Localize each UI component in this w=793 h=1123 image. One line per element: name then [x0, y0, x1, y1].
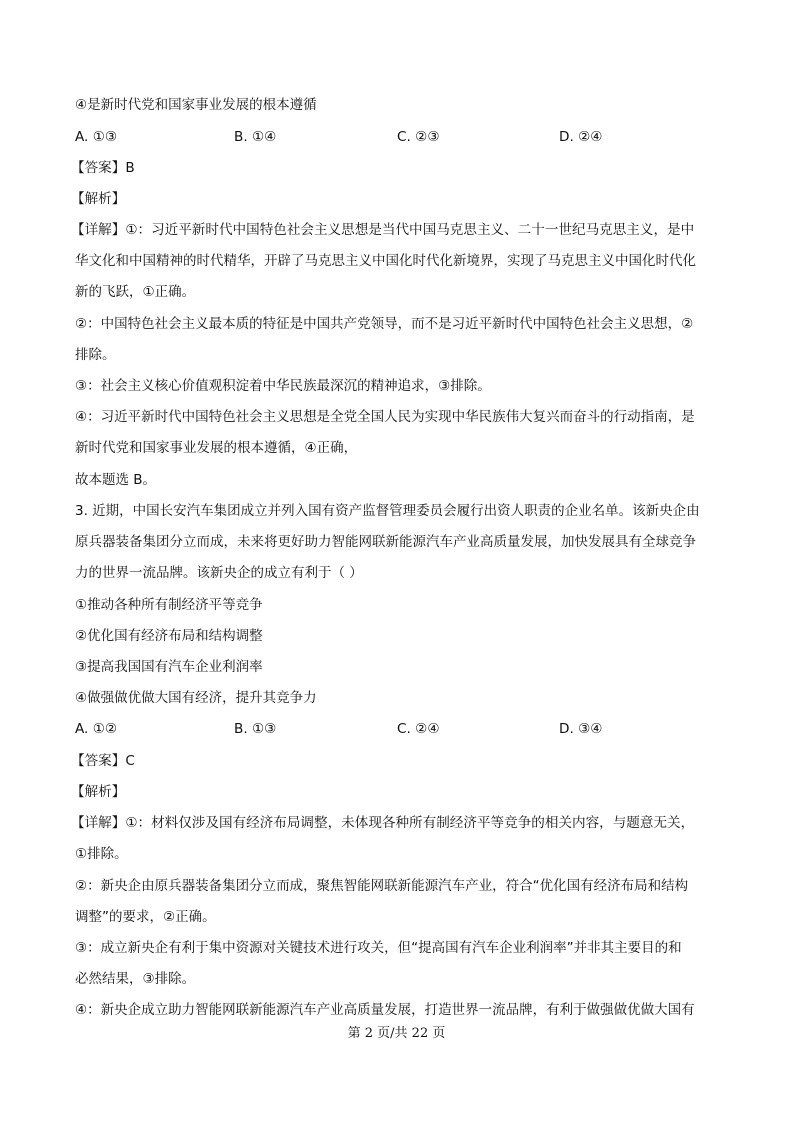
q2-analysis-heading: 【解析】	[71, 191, 126, 207]
q3-option-c: C. ②④	[397, 721, 440, 737]
q2-detail-line: ②：中国特色社会主义最本质的特征是中国共产党领导，而不是习近平新时代中国特色社会主义思想，②	[75, 316, 694, 332]
q3-stem-line: 力的世界一流品牌。该新央企的成立有利于（ ）	[75, 565, 363, 581]
q2-option-d: D. ②④	[559, 129, 603, 145]
q3-option-b: B. ①③	[234, 721, 277, 737]
q3-stem-line: 3. 近期，中国长安汽车集团成立并列入国有资产监督管理委员会履行出资人职责的企业名单。该新央企由	[75, 503, 700, 519]
q2-detail-line: 【详解】①：习近平新时代中国特色社会主义思想是当代中国马克思主义、二十一世纪马克思主义，是中	[71, 222, 695, 238]
q2-detail-line: ③：社会主义核心价值观积淀着中华民族最深沉的精神追求，③排除。	[75, 378, 491, 394]
q3-option-d: D. ③④	[559, 721, 603, 737]
q2-answer: 【答案】B	[71, 160, 135, 176]
q3-item-3: ③提高我国国有汽车企业利润率	[75, 659, 263, 675]
q2-detail-line: 排除。	[75, 347, 116, 363]
q3-detail-line: ④：新央企成立助力智能网联新能源汽车产业高质量发展，打造世界一流品牌，有利于做强做优做大国有	[75, 1002, 695, 1018]
q2-detail-line: 新的飞跃，①正确。	[75, 284, 196, 300]
q3-option-a: A. ①②	[75, 721, 118, 737]
q2-options	[75, 128, 725, 146]
q3-item-1: ①推动各种所有制经济平等竞争	[75, 597, 263, 613]
q2-option-c: C. ②③	[397, 129, 440, 145]
q3-detail-line: ②：新央企由原兵器装备集团分立而成，聚焦智能网联新能源汽车产业，符合“优化国有经济布局和结构	[75, 878, 689, 894]
q2-conclusion: 故本题选 B。	[75, 472, 157, 488]
page-number-footer: 第 2 页/共 22 页	[347, 1026, 446, 1041]
q2-option-b: B. ①④	[234, 129, 277, 145]
q2-detail-line: 华文化和中国精神的时代精华，开辟了马克思主义中国化时代化新境界，实现了马克思主义中国化时代化	[75, 253, 696, 269]
q3-detail-line: 必然结果，③排除。	[75, 971, 196, 987]
q3-detail-line: ①排除。	[75, 846, 128, 862]
q2-detail-line: 新时代党和国家事业发展的根本遵循，④正确，	[75, 440, 358, 456]
q3-detail-line: ③：成立新央企有利于集中资源对关键技术进行攻关，但“提高国有汽车企业利润率”并非其主要目的和	[75, 940, 682, 956]
q2-option-a: A. ①③	[75, 129, 118, 145]
q3-stem-line: 原兵器装备集团分立而成，未来将更好助力智能网联新能源汽车产业高质量发展，加快发展具有全球竞争	[75, 534, 696, 550]
q3-detail-line: 【详解】①：材料仅涉及国有经济布局调整，未体现各种所有制经济平等竞争的相关内容，与题意无关，	[71, 815, 695, 831]
q3-item-4: ④做强做优做大国有经济，提升其竞争力	[75, 690, 317, 706]
q3-answer: 【答案】C	[71, 753, 135, 769]
q2-item-4: ④是新时代党和国家事业发展的根本遵循	[75, 97, 317, 113]
q3-item-2: ②优化国有经济布局和结构调整	[75, 628, 263, 644]
q3-analysis-heading: 【解析】	[71, 784, 126, 800]
q2-detail-line: ④：习近平新时代中国特色社会主义思想是全党全国人民为实现中华民族伟大复兴而奋斗的行动指南，是	[75, 409, 695, 425]
q3-detail-line: 调整”的要求，②正确。	[75, 909, 216, 925]
q3-options	[75, 720, 725, 738]
